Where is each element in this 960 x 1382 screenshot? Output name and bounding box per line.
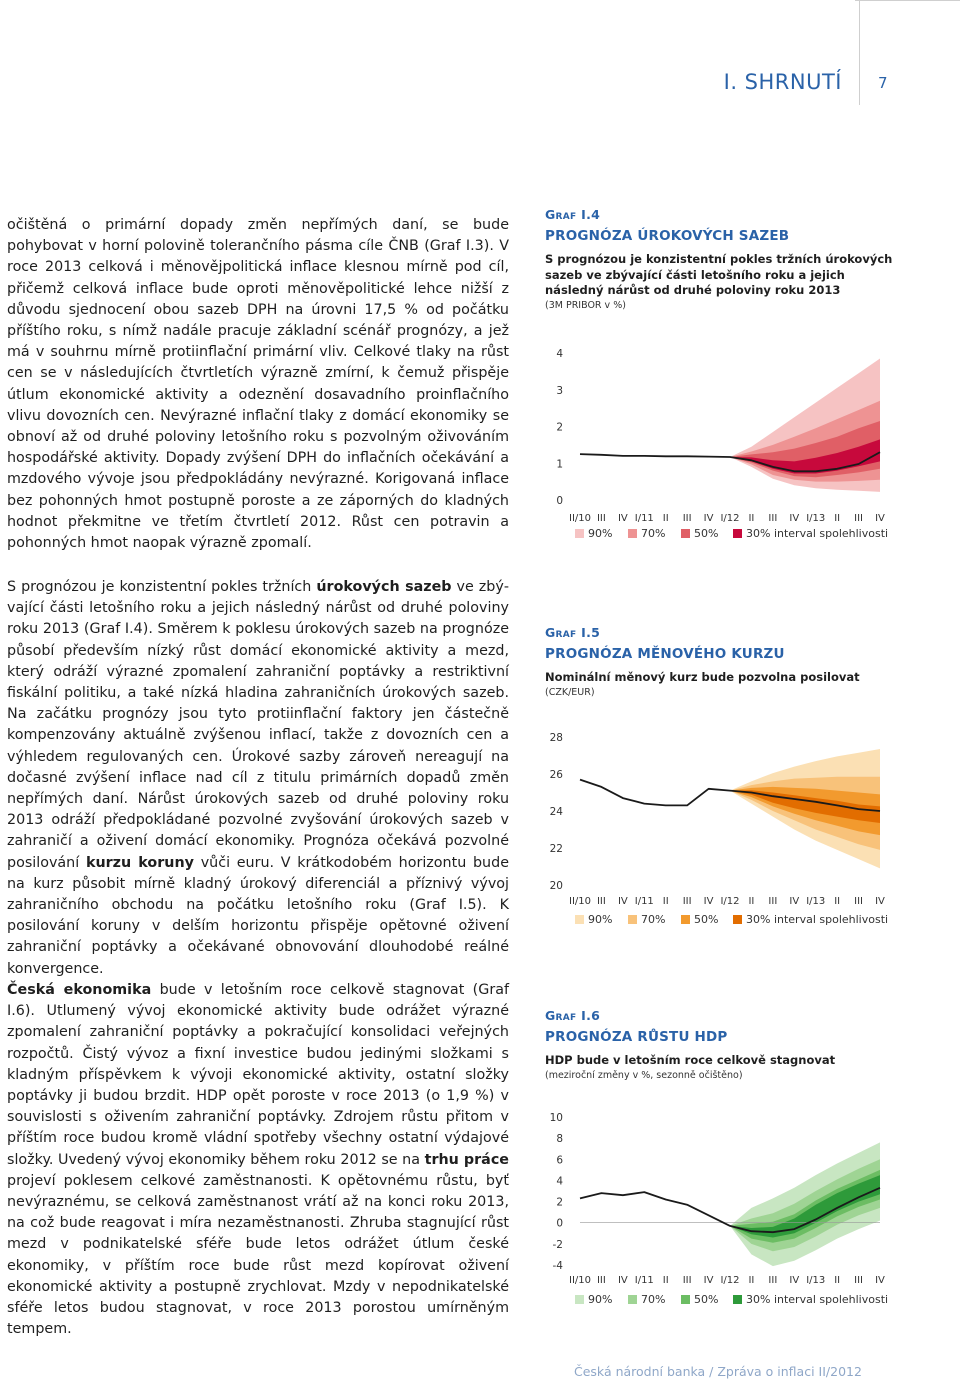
- graf-i6-label: Graf I.6: [545, 1008, 601, 1023]
- legend-swatch: [575, 915, 584, 924]
- y-tick-label: -2: [552, 1238, 563, 1251]
- p3-bold-a: Česká ekonomika: [7, 982, 152, 998]
- legend-label: 90%: [588, 527, 613, 540]
- legend-label: 50%: [694, 913, 719, 926]
- x-tick-label: IV: [617, 513, 628, 524]
- x-tick-label: I/13: [806, 896, 826, 907]
- x-tick-label: I/13: [806, 1275, 826, 1286]
- header-rule: [855, 0, 960, 1]
- x-tick-label: IV: [875, 1275, 885, 1286]
- graf-i5-label: Graf I.5: [545, 625, 601, 640]
- y-tick-label: 26: [549, 769, 563, 781]
- y-tick-label: -4: [552, 1260, 563, 1272]
- p2-bold-b: kurzu koruny: [85, 854, 194, 871]
- legend-label: 50%: [694, 527, 719, 540]
- legend-label: 90%: [588, 913, 613, 926]
- p3-bold-b: trhu práce: [424, 1151, 509, 1168]
- legend-label: 70%: [641, 527, 666, 540]
- graf-i4-subtitle: S prognózou je konzistentní pokles tržních úrokových sazeb ve zbývající části letošního roku a jejich následný nárůst od druhé poloviny roku 2013: [545, 252, 893, 297]
- x-tick-label: II: [834, 896, 841, 907]
- legend-swatch: [681, 915, 690, 924]
- exchange-rate-chart: [535, 722, 900, 932]
- x-tick-label: IV: [617, 1275, 628, 1286]
- x-tick-label: II: [834, 513, 841, 524]
- graf-i4-unit: (3M PRIBOR v %): [545, 299, 626, 311]
- graf-i6-unit: (meziroční změny v %, sezonně očištěno): [545, 1069, 743, 1081]
- y-tick-label: 2: [556, 1196, 563, 1209]
- x-tick-label: III: [854, 896, 864, 907]
- x-tick-label: IV: [703, 896, 714, 907]
- x-tick-label: IV: [703, 513, 714, 524]
- legend-label: 50%: [694, 1293, 719, 1306]
- x-tick-label: III: [596, 896, 606, 907]
- legend-swatch: [733, 915, 742, 924]
- x-tick-label: I/12: [720, 1275, 740, 1286]
- y-tick-label: 0: [556, 495, 563, 507]
- y-tick-label: 3: [556, 384, 563, 397]
- legend-swatch: [681, 529, 690, 538]
- y-tick-label: 22: [549, 843, 563, 855]
- x-tick-label: III: [854, 513, 864, 524]
- graf-i6-subtitle: HDP bude v letošním roce celkově stagnovat: [545, 1053, 836, 1067]
- x-tick-label: I/11: [634, 513, 654, 524]
- p2-text-e: vůči euru. V krátkodobém horizontu bude na kurz působit mírně kladný úrokový diferenciál a příznivý vývoj zahraničního obchodu na počátku letošního roku (Graf I.5). K posilování koruny v delším horizontu přispěje opětovné oživení zahraniční poptávky a očekávané obnovování dlouhodobé reálné konvergence.: [7, 854, 509, 977]
- y-tick-label: 0: [556, 1217, 563, 1230]
- x-tick-label: II: [662, 896, 669, 907]
- gdp-growth-chart: [535, 1105, 900, 1315]
- x-tick-label: III: [768, 513, 778, 524]
- x-tick-label: III: [768, 1275, 778, 1286]
- paragraph-interest-rates: [7, 577, 509, 980]
- x-tick-label: I/12: [720, 896, 740, 907]
- legend-label: 30% interval spolehlivosti: [746, 1293, 889, 1306]
- x-tick-label: IV: [617, 896, 628, 907]
- y-tick-label: 4: [556, 1175, 563, 1188]
- section-title: I. SHRNUTÍ: [723, 70, 842, 94]
- graf-i4-title: PROGNÓZA ÚROKOVÝCH SAZEB: [545, 228, 790, 244]
- x-tick-label: III: [854, 1275, 864, 1286]
- x-tick-label: III: [596, 1275, 606, 1286]
- legend-swatch: [575, 529, 584, 538]
- x-tick-label: IV: [703, 1275, 714, 1286]
- y-tick-label: 24: [549, 806, 563, 818]
- paragraph-economy: [7, 980, 509, 1340]
- x-tick-label: II: [748, 896, 755, 907]
- y-tick-label: 1: [556, 458, 563, 471]
- legend-label: 90%: [588, 1293, 613, 1306]
- y-tick-label: 20: [549, 880, 563, 892]
- x-tick-label: II: [662, 1275, 669, 1286]
- legend-label: 30% interval spolehlivosti: [746, 913, 889, 926]
- header-divider: [859, 0, 860, 105]
- p3-text-b: bude v letošním roce celkově stagnovat (Graf I.6). Utlumený vývoj ekonomické aktivity bude odrážet výrazné zpomalení zahraniční poptávky a pokračující konsolidaci veřejných rozpočtů. Čistý vývoz a fixní investice budou jedinými složkami s kladným příspěvkem k vývoji ekonomické aktivity, ostatní složky poptávky ji budou brzdit. HDP opět poroste v roce 2013 (o 1,9 %) v souvislosti s oživením zahraniční poptávky. Zdrojem růstu přitom v příštím roce budou kromě vládní spotřeby všechny ostatní výdajové složky. Uvedený vývoj ekonomiky během roku 2012 se na: [7, 982, 509, 1168]
- legend-swatch: [681, 1295, 690, 1304]
- legend-label: 70%: [641, 913, 666, 926]
- y-tick-label: 6: [556, 1154, 563, 1167]
- x-tick-label: II: [748, 1275, 755, 1286]
- graf-i5-subtitle: Nominální měnový kurz bude pozvolna posilovat: [545, 670, 860, 684]
- legend-label: 70%: [641, 1293, 666, 1306]
- graf-i6: [545, 1008, 945, 1081]
- legend-swatch: [733, 529, 742, 538]
- x-tick-label: II/10: [569, 1275, 591, 1286]
- y-tick-label: 2: [556, 421, 563, 434]
- x-tick-label: II: [662, 513, 669, 524]
- y-tick-label: 10: [549, 1112, 563, 1124]
- graf-i5-title: PROGNÓZA MĚNOVÉHO KURZU: [545, 646, 785, 662]
- p3-text-d: projeví poklesem celkové zaměstnanosti. K opětovnému růstu, byť nevýraznému, se celková zaměstnanost vrátí až na konci roku 2013, na což bude reagovat i míra nezaměstnanosti. Zhruba stagnující růst mezd v podnikatelské sféře bude letos odrážet útlum české ekonomiky, v příštím roce bude růst mezd kopírovat oživení ekonomické aktivity a postupně zrychlovat. Mzdy v nepodnikatelské sféře letos budou stagnovat, v roce 2013 porostou umírněným tempem.: [7, 1172, 509, 1338]
- x-tick-label: II: [834, 1275, 841, 1286]
- x-tick-label: III: [596, 513, 606, 524]
- x-tick-label: IV: [789, 896, 800, 907]
- graf-i5: [545, 625, 945, 698]
- legend-swatch: [628, 529, 637, 538]
- footer: Česká národní banka / Zpráva o inflaci II/2012: [574, 1364, 862, 1379]
- p2-text-a: S prognózou je konzistentní pokles tržních: [7, 579, 317, 595]
- x-tick-label: I/13: [806, 513, 826, 524]
- x-tick-label: II/10: [569, 896, 591, 907]
- graf-i4: [545, 207, 945, 311]
- paragraph-inflation: očištěná o primární dopady změn nepřímých daní, se bude pohybovat v horní polovině tolerančního pásma cíle ČNB (Graf I.3). V roce 2013 celková i měnovějpolitická inflace klesnou mírně pod cíl, přičemž celková inflace bude oproti měnověpolitické lehce nižší z důvodu sjednocení obou sazeb DPH na úrovni 17,5 % od počátku příštího roku, s nímž nadále pracuje základní scénář prognózy, a jež má v souhrnu mírně protiinflační primární vliv. Celkové tlaky na růst cen se v následujících čtvrtletích výrazně zmírní, k čemuž přispěje útlum ekonomické aktivity a odeznění dosavadního proinflačního vlivu dovozních cen. Nevýrazné inflační tlaky z domácí ekonomiky se obnoví až od druhé poloviny letošního roku s pozvolným oživováním hospodářské aktivity. Dopady zvýšení DPH do inflačních očekávání a mzdového vývoje jsou předpokládány nevýrazné. Korigovaná inflace bez pohonných hmot postupně poroste a ze záporných do kladných hodnot překmitne ve třetím čtvrtletí 2012. Růst cen potravin a pohonných hmot naopak výrazně zpomalí.: [7, 217, 509, 552]
- p2-text-c: ve zbývající části letošního roku a jejich následný nárůst od druhé poloviny roku 2013 (Graf I.4). Směrem k poklesu úrokových sazeb na prognóze působí především nízký růst domácí ekonomické aktivity a mezd, který odráží výrazné zpomalení zahraniční poptávky a restriktivní fiskální politiku, a také nízká hladina zahraničních úrokových sazeb. Na začátku prognózy jsou tyto protiinflační faktory jen částečně kompenzovány aktuálně zvýšenou inflací, takže z dovozních cen a výhledem regulovaných cen. Úrokové sazby zároveň nereagují na dočasné zvýšení inflace nad cíl z titulu primárních dopadů změn nepřímých daní. Nárůst úrokových sazeb od druhé poloviny roku 2013 odráží předpokládané pozvolné zvyšování úrokových sazeb v zahraničí a oživení domácí ekonomiky. Prognóza očekává pozvolné posilování: [7, 579, 510, 871]
- legend-label: 30% interval spolehlivosti: [746, 527, 889, 540]
- x-tick-label: IV: [875, 513, 885, 524]
- x-tick-label: III: [682, 513, 692, 524]
- legend-swatch: [733, 1295, 742, 1304]
- interest-rate-chart: [535, 335, 900, 550]
- x-tick-label: II: [748, 513, 755, 524]
- x-tick-label: III: [682, 1275, 692, 1286]
- legend-swatch: [575, 1295, 584, 1304]
- legend-swatch: [628, 1295, 637, 1304]
- x-tick-label: IV: [875, 896, 885, 907]
- page-number: 7: [878, 74, 888, 92]
- x-tick-label: III: [768, 896, 778, 907]
- y-tick-label: 28: [549, 732, 563, 744]
- graf-i6-title: PROGNÓZA RŮSTU HDP: [545, 1029, 728, 1045]
- x-tick-label: I/11: [634, 1275, 654, 1286]
- x-tick-label: II/10: [569, 513, 591, 524]
- graf-i5-unit: (CZK/EUR): [545, 686, 595, 698]
- y-tick-label: 8: [556, 1133, 563, 1146]
- x-tick-label: I/12: [720, 513, 740, 524]
- y-tick-label: 4: [556, 348, 563, 360]
- x-tick-label: IV: [789, 1275, 800, 1286]
- x-tick-label: IV: [789, 513, 800, 524]
- x-tick-label: I/11: [634, 896, 654, 907]
- p2-bold-a: úrokových sazeb: [316, 579, 452, 595]
- legend-swatch: [628, 915, 637, 924]
- graf-i4-label: Graf I.4: [545, 207, 601, 222]
- x-tick-label: III: [682, 896, 692, 907]
